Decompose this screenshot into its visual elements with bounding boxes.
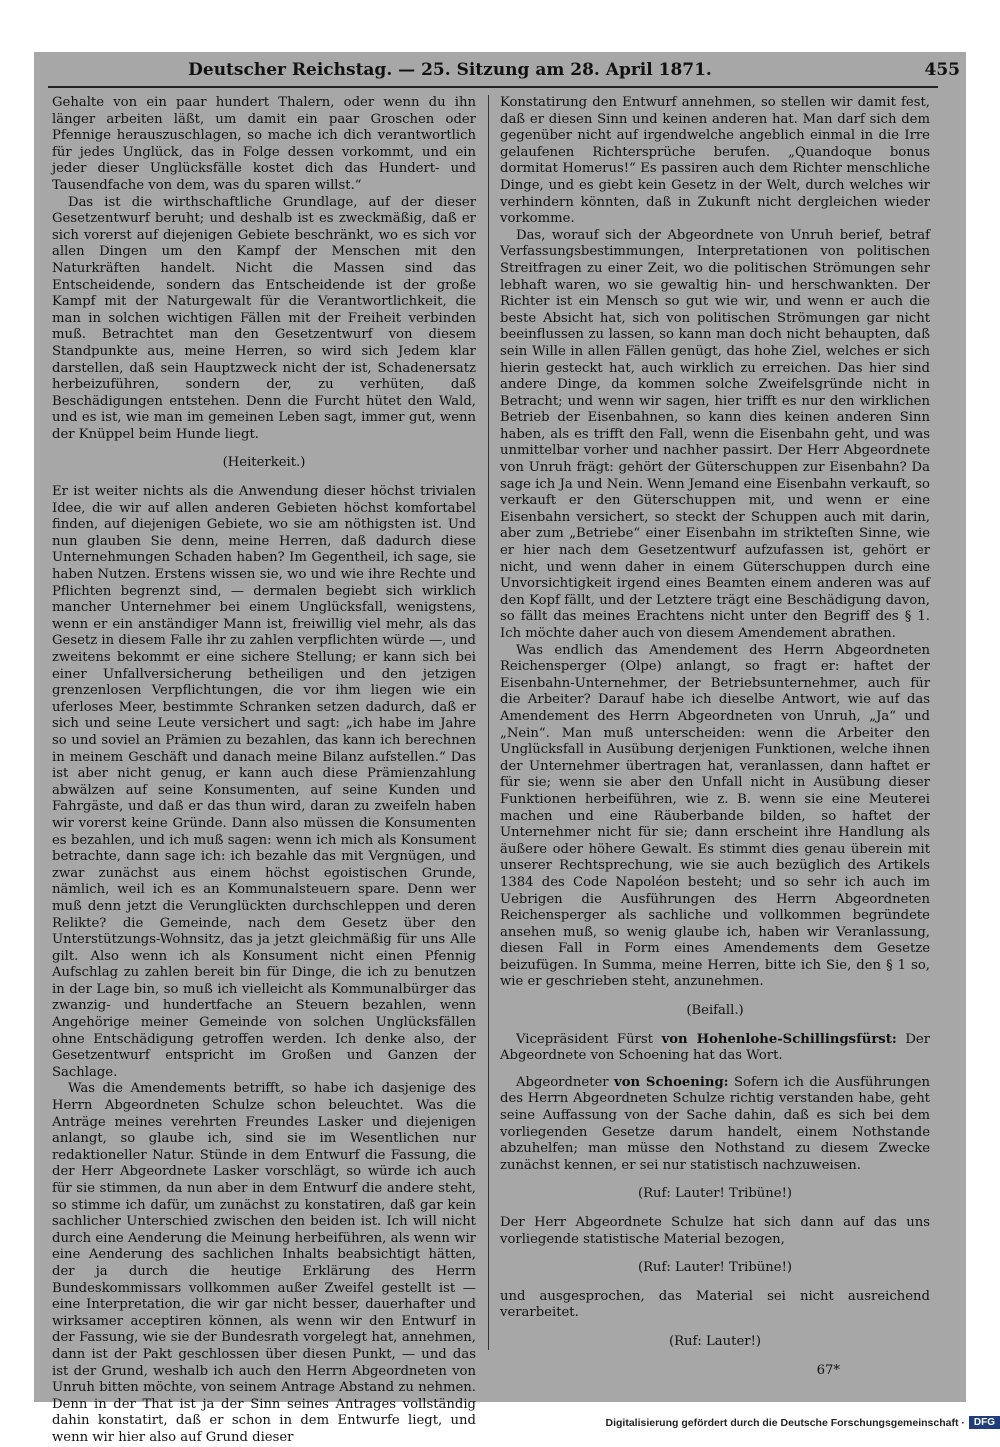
header-rule — [48, 86, 938, 88]
paragraph: Was die Amendements betrifft, so habe ich dasjenige des Herrn Abgeordneten Schulze schon beleuchtet. Was die Anträge meines verehrten Freundes Lasker und diejenigen anlangt, so glaube ich, sind sie im Wesentlichen nur redaktioneller Natur. Stünde in dem Entwurf die Fassung, die der Herr Abgeordnete Lasker vorschlägt, so würde ich auch für sie stimmen, da nun aber in dem Entwurf die andere steht, so stimme ich dafür, um zunächst zu konstatiren, daß gar kein sachlicher Unterschied zwischen den beiden ist. Ich will nicht durch eine Aenderung die Meinung herbeiführen, als wenn wir eine Aenderung des sachlichen Inhalts beabsichtigt hätten, der ja durch die heutige Erklärung des Herrn Bundeskommissars vollkommen außer Zweifel gestellt ist — eine Interpretation, die wir gar nicht besser, dauerhafter und wirksamer acceptiren können, als wenn wir den Entwurf in der Fassung, wie sie der Bundesrath vorgelegt hat, annehmen, dann ist der Pakt geschlossen über diesen Punkt, — und das ist der Grund, weshalb ich auch den Herrn Abgeordneten von Unruh bitten möchte, von seinem Antrage Abstand zu nehmen. Denn in der That ist ja der Sinn seines Antrages vollständig dahin konstatirt, daß er schon in dem Entwurfe liegt, und wenn wir hier also auf Grund dieser — [52, 1081, 476, 1445]
speaker-name: von Hohenlohe-Schillingsfürst: — [661, 1031, 897, 1047]
left-column — [52, 95, 476, 1447]
running-header-title: Deutscher Reichstag. — 25. Sitzung am 28. April 1871. — [188, 60, 712, 80]
speaker-paragraph — [500, 1075, 930, 1175]
paragraph: und ausgesprochen, das Material sei nicht ausreichend verarbeitet. — [500, 1288, 930, 1321]
paragraph: Konstatirung den Entwurf annehmen, so stellen wir damit fest, daß er diesen Sinn und keinen anderen hat. Man darf sich dem gegenüber nicht auf irgendwelche angeblich einmal in die Irre gelaufenen Richtersprüche berufen. „Quandoque bonus dormitat Homerus!“ Es passiren auch dem Richter menschliche Dinge, und es giebt kein Gesetz in der Welt, durch welches wir verhindern könnten, daß in Zukunft nicht dergleichen wieder vorkomme. — [500, 95, 930, 227]
dfg-logo: DFG — [969, 1416, 1000, 1429]
paragraph: Der Herr Abgeordnete Schulze hat sich dann auf das uns vorliegende statistische Material bezogen, — [500, 1215, 930, 1247]
paragraph: Das ist die wirthschaftliche Grundlage, auf der dieser Gesetzentwurf beruht; und deshalb ist es zweckmäßig, daß er sich vorerst auf diejenigen Gebiete beschränkt, wo es sich vor allen Dingen um den Kampf der Menschen mit den Naturkräften handelt. Nicht die Massen sind das Entscheidende, sondern das Entscheidende ist der große Kampf mit der Naturgewalt für die Verantwortlichkeit, die man in solchen wichtigen Fällen mit der Freiheit verbinden muß. Betrachtet man den Gesetzentwurf von diesem Standpunkte aus, meine Herren, so wird sich Jedem klar darstellen, daß sein Hauptzweck nicht der ist, Schadenersatz herbeizuführen, sondern der, zu verhüten, daß Beschädigungen entstehen. Denn die Furcht hütet den Wald, und es ist, wie man im gemeinen Leben sagt, immer gut, wenn der Knüppel beim Hunde liegt. — [52, 194, 476, 442]
page-number: 455 — [924, 60, 960, 80]
interjection: (Ruf: Lauter! Tribüne!) — [637, 1260, 793, 1276]
speaker-text: Der Abgeordnete von Schoening hat das Wort. — [500, 1031, 930, 1064]
interjection: (Ruf: Lauter! Tribüne!) — [637, 1186, 793, 1202]
interjection: (Beifall.) — [686, 1003, 744, 1019]
footer-credit-text: Digitalisierung gefördert durch die Deutsche Forschungsgemeinschaft · — [605, 1416, 965, 1429]
paragraph: Das, worauf sich der Abgeordnete von Unruh berief, betraf Verfassungsbestimmungen, Interpretationen von politischen Streitfragen zu einer Zeit, wo die politischen Strömungen sehr lebhaft waren, wo sie gewaltig hin- und herschwankten. Der Richter ist ein Mensch so gut wie wir, und wenn er auch die beste Absicht hat, sich von politischen Strömungen gar nicht beeinflussen zu lassen, so kann man doch nicht behaupten, daß sein Wille in allen Fällen genügt, das hohe Ziel, welches er sich hierin gesteckt hat, auch wirklich zu erreichen. Das hier sind andere Dinge, da kommen solche Zweifelsgründe nicht in Betracht; und wenn wir sagen, hier trifft es nur den wirklichen Betrieb der Eisenbahnen, so kann dies keinen anderen Sinn haben, als es trifft den Fall, wenn die Eisenbahn geht, und was unmittelbar vorher und nachher passirt. Der Herr Abgeordnete von Unruh frägt: gehört der Güterschuppen zur Eisenbahn? Da sage ich Ja und Nein. Wenn Jemand eine Eisenbahn verkauft, so verkauft er den Güterschuppen mit, und wenn er eine Eisenbahn versichert, so steckt der Schuppen auch mit darin, aber zum „Betriebe“ einer Eisenbahn im strikteſten Sinne, wie er hier nach dem Gesetzentwurf aufzufassen ist, gehört er nicht, und wenn daher in einem Güterschuppen durch eine Unvorsichtigkeit irgend eines Beamten einem anderen was auf den Kopf fällt, und der Letztere trägt eine Beschädigung davon, so fällt das meines Erachtens nicht unter den Begriff des § 1. Ich möchte daher auch von diesem Amendement abrathen. — [500, 227, 930, 641]
speaker-text: Sofern ich die Ausführungen des Herrn Abgeordneten Schulze richtig verstanden habe, geht seine Auffassung von der Sache dahin, daß es sich bei dem vorliegenden Gesetze darum handelt, einem Nothstande abzuhelfen; man müsse den Nothstand zu diesem Zwecke zunächst kennen, er sei nur statistisch nachzuweisen. — [500, 1074, 930, 1173]
speaker-role: Abgeordneter — [516, 1074, 609, 1090]
column-divider — [488, 95, 489, 1350]
speaker-role: Vicepräsident Fürst — [516, 1031, 653, 1047]
speaker-paragraph — [500, 1032, 930, 1065]
right-column — [500, 95, 930, 1379]
footer-credit — [600, 1413, 1000, 1432]
interjection: (Ruf: Lauter!) — [668, 1333, 762, 1349]
paragraph: Gehalte von ein paar hundert Thalern, oder wenn du ihn länger arbeiten läßt, um damit ein paar Groschen oder Pfennige herauszuschlagen, so mache ich dich verantwortlich für jedes Unglück, das in Folge dessen vorkommt, und ein jeder dieser Unglücksfälle kostet dich das Hundert- und Tausendfache von dem, was du sparen willst.“ — [52, 95, 476, 193]
paragraph: Er ist weiter nichts als die Anwendung dieser höchst trivialen Idee, die wir auf allen anderen Gebieten höchst komfortabel finden, auf diejenigen Gebiete, wo sie am nöthigsten ist. Und nun glauben Sie denn, meine Herren, daß dadurch diese Unternehmungen Schaden haben? Im Gegentheil, ich sage, sie haben Nutzen. Erstens wissen sie, wo und wie ihre Rechte und Pflichten begrenzt sind, — dermalen begiebt sich wirklich mancher Unternehmer bei einem Unglücksfall, wenigstens, wenn er ein anständiger Mann ist, freiwillig viel mehr, als das Gesetz in diesem Falle ihr zu zahlen verpflichten würde —, und zweitens bekommt er eine sichere Stellung; er kann sich bei einer Unfallversicherung betheiligen und den jetzigen grenzenlosen Verpflichtungen, die vor ihm liegen wie ein uferloses Meer, bestimmte Schranken setzen dadurch, daß er sich und seine Leute versichert und sagt: „ich habe im Jahre so und soviel an Prämien zu bezahlen, das kann ich berechnen in meinem Geschäft und danach meine Bilanz aufstellen.“ Das ist aber nicht genug, er kann auch diese Prämienzahlung abwälzen auf seine Konsumenten, auf seine Kunden und Fahrgäste, und daß er das thun wird, daran zu zweifeln haben wir vorerst keine Gründe. Dann also müssen die Konsumenten es bezahlen, und ich muß sagen: wenn ich mich als Konsument betrachte, dann sage ich: ich bezahle das mit Vergnügen, und zwar zunächst aus einem höchst egoistischen Grunde, nämlich, weil ich es an Kommunalsteuern spare. Denn wer muß denn jetzt die Verunglückten durchschleppen und deren Relikte? die Gemeinde, nach dem Gesetz über den Unterstützungs-Wohnsitz, das ja jetzt gleichmäßig für uns Alle gilt. Also wenn ich als Konsument nicht einen Pfennig Aufschlag zu zahlen bereit bin für Dinge, die ich zu benutzen in der Lage bin, so muß ich vielleicht als Kommunalbürger das zwanzig- und hundertfache an Steuern bezahlen, wenn Angehörige meiner Gemeinde von solchen Unglücksfällen ohne Entschädigung getroffen werden. Ich denke also, der Gesetzentwurf entspricht im Großen und Ganzen der Sachlage. — [52, 484, 476, 1080]
interjection: (Heiterkeit.) — [222, 455, 306, 471]
paragraph: Was endlich das Amendement des Herrn Abgeordneten Reichensperger (Olpe) anlangt, so fragt er: haftet der Eisenbahn-Unternehmer, der Betriebsunternehmer, auch für die Arbeiter? Darauf habe ich dieselbe Antwort, wie auf das Amendement des Herrn Abgeordneten von Unruh, „Ja“ und „Nein“. Man muß unterscheiden: wenn die Arbeiter den Unglücksfall in Ausübung derjenigen Funktionen, welche ihnen der Unternehmer übertragen hat, veranlassen, dann haftet er für sie; wenn sie aber den Unfall nicht in Ausübung dieser Funktionen herbeiführen, wie z. B. wenn sie eine Meuterei machen und eine Räuberbande bilden, so haftet der Unternehmer nicht für sie; dann erscheint ihre Handlung als äußere oder höhere Gewalt. Es stimmt dies genau überein mit unserer Rechtsprechung, wie sie auch bezüglich des Artikels 1384 des Code Napoléon besteht; und so sehr ich auch im Uebrigen die Ausführungen des Herrn Abgeordneten Reichensperger als sachliche und vollkommen begründete ansehen muß, so wenig glaube ich, haben wir Veranlassung, diesen Fall in Form eines Amendements dem Gesetze beizufügen. In Summa, meine Herren, bitte ich Sie, den § 1 so, wie er geschrieben steht, anzunehmen. — [500, 642, 930, 990]
speaker-name: von Schoening: — [614, 1074, 729, 1090]
signature-mark: 67* — [816, 1362, 840, 1378]
